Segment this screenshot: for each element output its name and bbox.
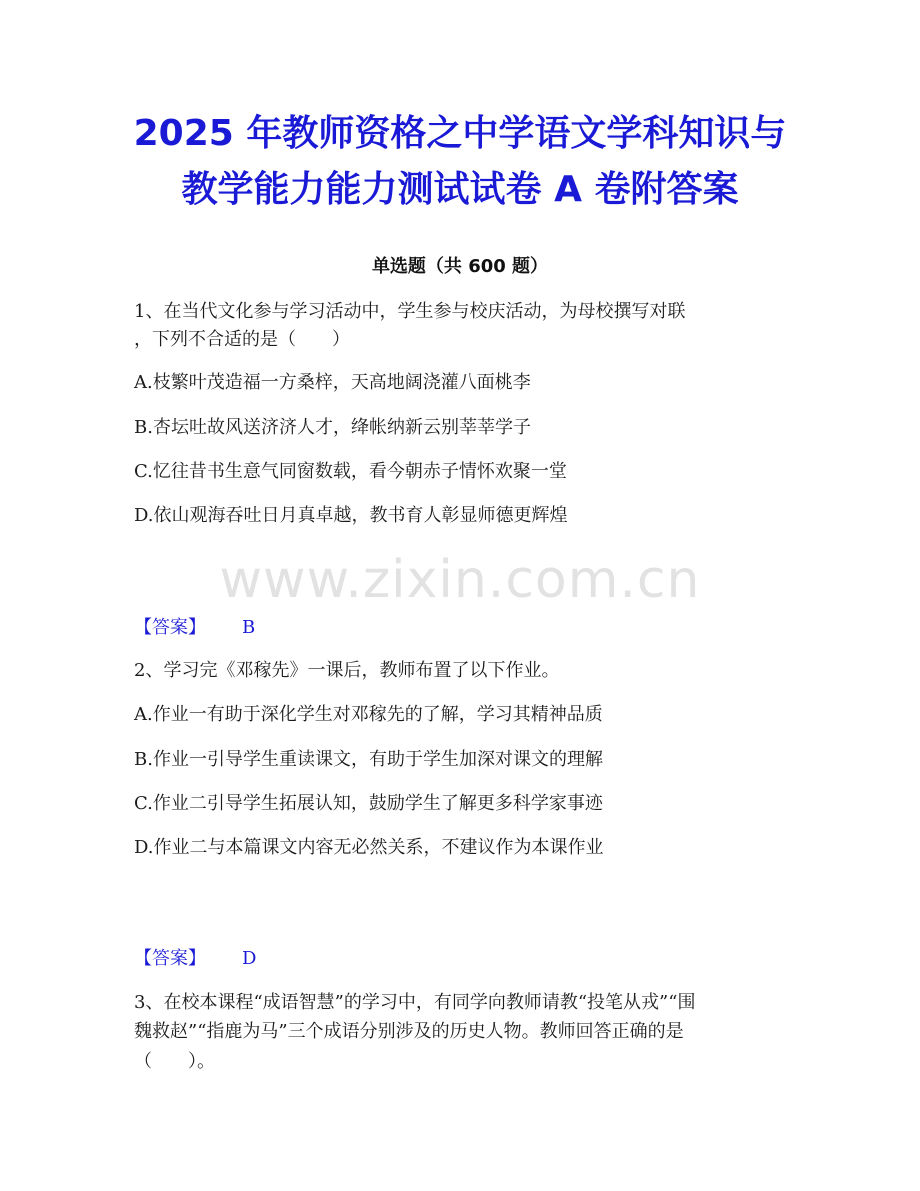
answer-label: 【答案】: [134, 617, 206, 638]
question-1-option-a: A.枝繁叶茂造福一方桑梓，天高地阔浇灌八面桃李: [134, 372, 531, 393]
question-1-stem-line-2: ，下列不合适的是（ ）: [134, 329, 350, 350]
document-title-line-2: 教学能力能力测试试卷 A 卷附答案: [181, 169, 739, 210]
document-title-line-1: 2025 年教师资格之中学语文学科知识与: [133, 113, 787, 154]
question-3-stem-line-2: 魏救赵”“指鹿为马”三个成语分别涉及的历史人物。教师回答正确的是: [134, 1021, 684, 1042]
question-2-option-d: D.作业二与本篇课文内容无必然关系，不建议作为本课作业: [134, 837, 604, 858]
question-2-stem-line-1: 2、学习完《邓稼先》一课后，教师布置了以下作业。: [134, 660, 560, 681]
answer-label: 【答案】: [134, 948, 206, 969]
watermark: www.zixin.com.cn: [219, 550, 701, 610]
question-1-option-c: C.忆往昔书生意气同窗数载，看今朝赤子情怀欢聚一堂: [134, 461, 567, 482]
section-heading: 单选题（共 600 题）: [371, 256, 549, 277]
answer-value: B: [242, 617, 256, 638]
question-2-option-b: B.作业一引导学生重读课文，有助于学生加深对课文的理解: [134, 749, 603, 770]
question-2-answer: [134, 944, 256, 974]
question-2-option-a: A.作业一有助于深化学生对邓稼先的了解，学习其精神品质: [134, 704, 603, 725]
question-1-option-d: D.依山观海吞吐日月真卓越，教书育人彰显师德更辉煌: [134, 505, 568, 526]
question-3-stem-line-1: 3、在校本课程“成语智慧”的学习中，有同学向教师请教“投笔从戎”“围: [134, 992, 696, 1013]
question-2-option-c: C.作业二引导学生拓展认知，鼓励学生了解更多科学家事迹: [134, 793, 603, 814]
question-1-option-b: B.杏坛吐故风送济济人才，绛帐纳新云别莘莘学子: [134, 417, 531, 438]
question-1-stem-line-1: 1、在当代文化参与学习活动中，学生参与校庆活动，为母校撰写对联: [134, 301, 686, 322]
answer-value: D: [242, 948, 257, 969]
question-1-answer: [134, 613, 255, 643]
question-3-stem-line-3: （ ）。: [134, 1051, 215, 1072]
